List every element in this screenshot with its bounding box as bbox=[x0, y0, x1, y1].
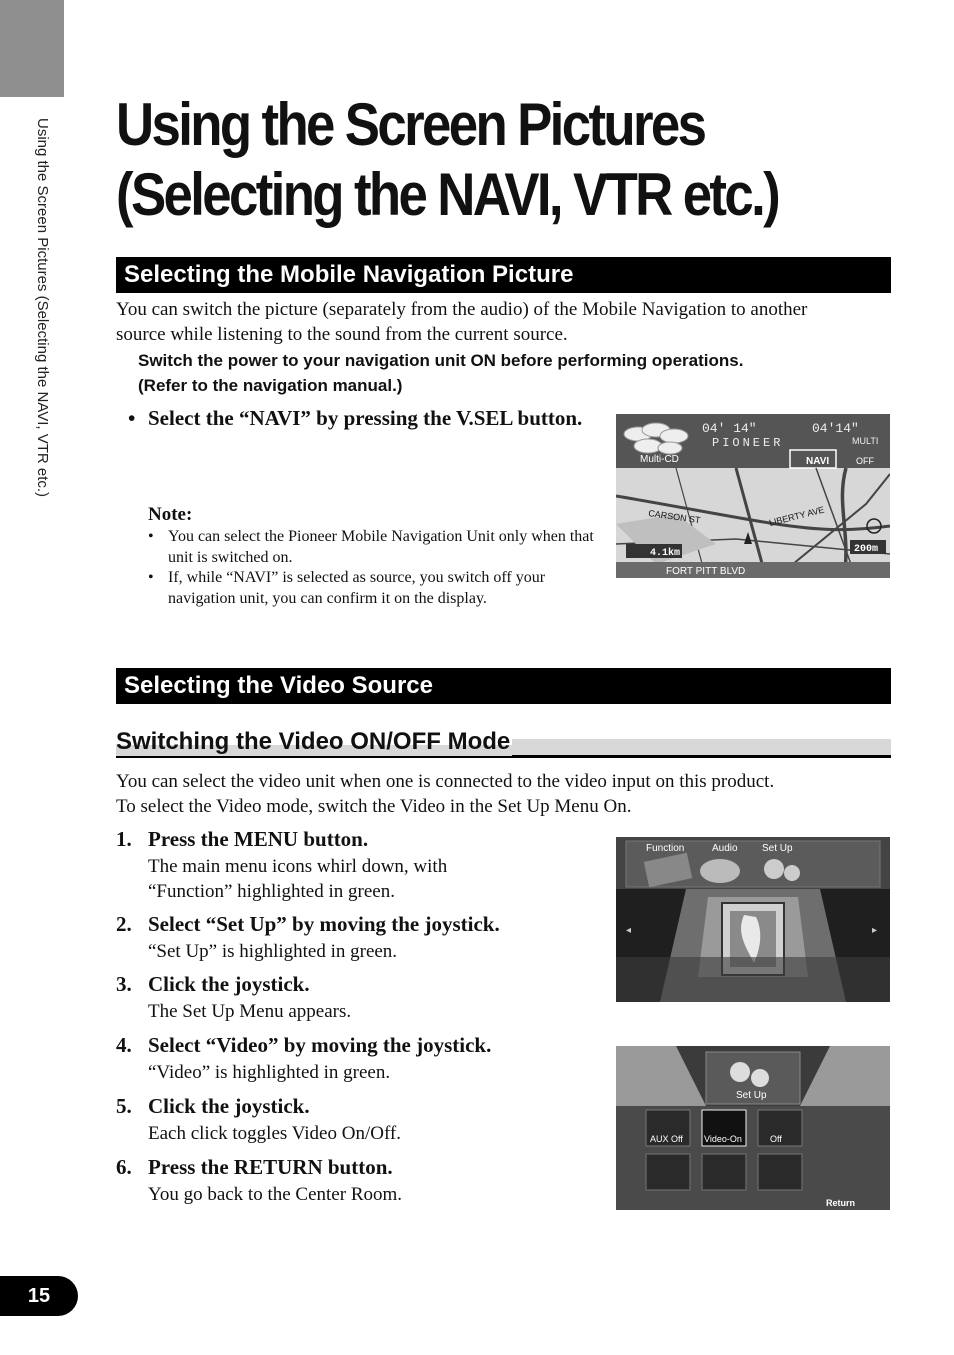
svg-text:Audio: Audio bbox=[712, 843, 738, 854]
section1-intro: You can switch the picture (separately from the audio) of the Mobile Navigation to another source while listening to the sound from the current source. bbox=[116, 299, 808, 345]
bullet-dot: • bbox=[128, 406, 136, 430]
note-title: Note: bbox=[148, 504, 193, 525]
svg-text:◂: ◂ bbox=[626, 925, 632, 936]
svg-text:MULTI: MULTI bbox=[852, 436, 879, 446]
svg-text:FORT PITT BLVD: FORT PITT BLVD bbox=[666, 566, 746, 577]
section-heading-navigation: Selecting the Mobile Navigation Picture bbox=[116, 257, 891, 293]
main-menu-screen-image bbox=[616, 837, 890, 1002]
step-item: 6. Press the RETURN button. You go back to the Center Room. bbox=[116, 1155, 403, 1205]
corner-tab bbox=[0, 0, 64, 97]
svg-text:OFF: OFF bbox=[856, 456, 874, 466]
page-number: 15 bbox=[0, 1276, 78, 1316]
svg-text:NAVI: NAVI bbox=[806, 456, 830, 467]
svg-text:4.1km: 4.1km bbox=[650, 548, 681, 559]
svg-text:Set Up: Set Up bbox=[736, 1090, 767, 1101]
svg-text:PIONEER: PIONEER bbox=[712, 436, 784, 450]
navi-instruction: • Select the “NAVI” by pressing the V.SEL button. bbox=[128, 406, 583, 430]
svg-text:200m: 200m bbox=[854, 544, 879, 555]
step-item: 5. Click the joystick. Each click toggles Video On/Off. bbox=[116, 1094, 402, 1144]
step-item: 3. Click the joystick. The Set Up Menu appears. bbox=[116, 972, 352, 1022]
navigation-screen-image bbox=[616, 414, 890, 578]
section-heading-video-source: Selecting the Video Source bbox=[116, 668, 891, 704]
section2-intro: You can select the video unit when one is connected to the video input on this product. To select the Video mode, switch the Video in the Set Up Menu On. bbox=[116, 771, 775, 817]
side-running-title: Using the Screen Pictures (Selecting the NAVI, VTR etc.) bbox=[34, 118, 51, 498]
note-item: • If, while “NAVI” is selected as source, you switch off your navigation unit, you can confirm it on the display. bbox=[148, 569, 546, 607]
step-item: 4. Select “Video” by moving the joystick. “Video” is highlighted in green. bbox=[116, 1033, 492, 1083]
svg-text:▸: ▸ bbox=[872, 925, 878, 936]
svg-text:AUX Off: AUX Off bbox=[650, 1134, 683, 1144]
svg-text:Set Up: Set Up bbox=[762, 843, 793, 854]
svg-text:CARSON ST: CARSON ST bbox=[647, 508, 702, 526]
svg-text:Video-On: Video-On bbox=[704, 1134, 742, 1144]
svg-text:04'14": 04'14" bbox=[812, 421, 859, 436]
note-item: • You can select the Pioneer Mobile Navigation Unit only when that unit is switched on. bbox=[148, 528, 594, 566]
svg-text:Return: Return bbox=[826, 1198, 855, 1208]
setup-menu-screen-image bbox=[616, 1046, 890, 1210]
svg-text:Function: Function bbox=[646, 843, 685, 854]
page-title bbox=[116, 90, 908, 230]
svg-text:LIBERTY AVE: LIBERTY AVE bbox=[768, 504, 826, 528]
page-title-line2: (Selecting the NAVI, VTR etc.) bbox=[116, 161, 779, 228]
subheading-video-on-off: Switching the Video ON/OFF Mode bbox=[116, 733, 891, 758]
svg-text:04' 14": 04' 14" bbox=[702, 421, 757, 436]
step-item: 1. Press the MENU button. The main menu icons whirl down, with “Function” highlighted in green. bbox=[116, 827, 448, 902]
section1-warning: Switch the power to your navigation unit ON before performing operations. (Refer to the navigation manual.) bbox=[138, 351, 744, 395]
page-title-line1: Using the Screen Pictures bbox=[116, 91, 705, 158]
svg-text:Multi-CD: Multi-CD bbox=[640, 454, 679, 465]
svg-text:Off: Off bbox=[770, 1134, 782, 1144]
step-item: 2. Select “Set Up” by moving the joystick. “Set Up” is highlighted in green. bbox=[116, 912, 500, 962]
